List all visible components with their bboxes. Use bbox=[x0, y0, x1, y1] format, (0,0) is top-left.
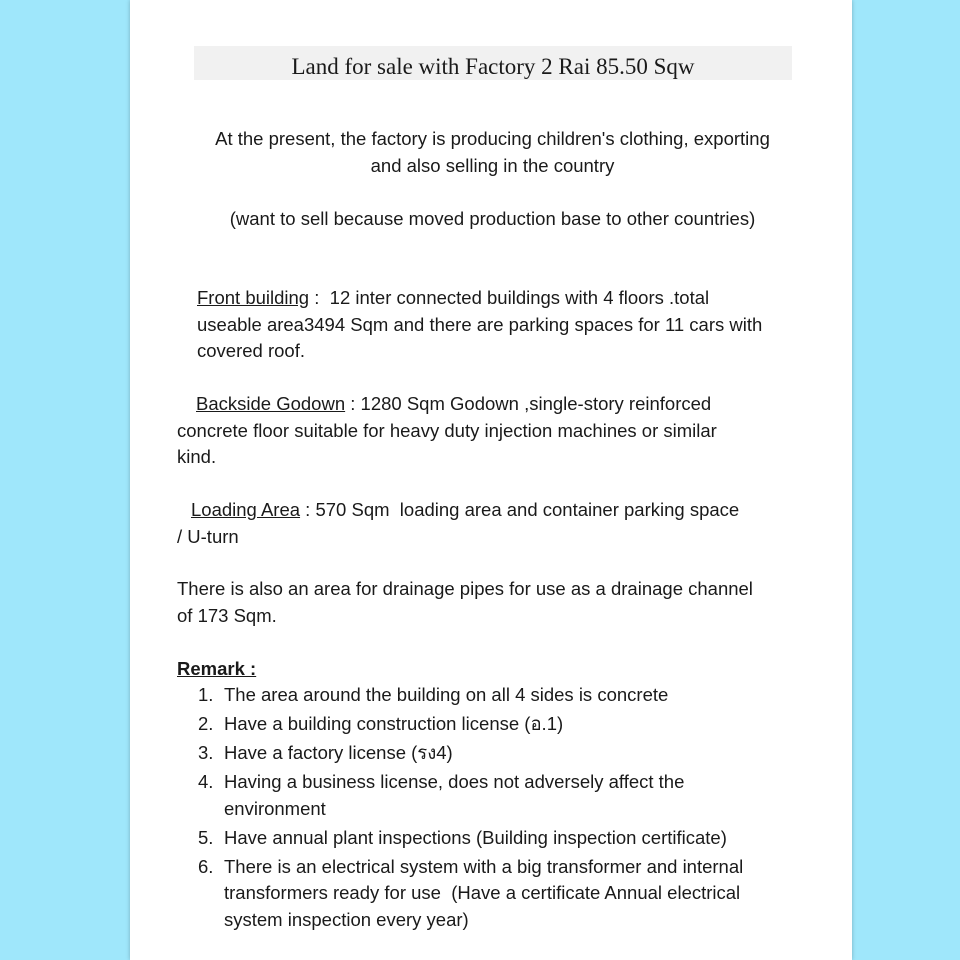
drainage-text: of 173 Sqm. bbox=[177, 604, 277, 626]
list-item-number: 1. bbox=[198, 684, 214, 705]
list-item-text: Having a business license, does not adversely affect the bbox=[224, 771, 685, 792]
remark-heading: Remark : bbox=[177, 658, 257, 679]
front-building-paragraph bbox=[197, 285, 817, 365]
list-item bbox=[198, 825, 798, 852]
list-item-text: environment bbox=[224, 797, 326, 819]
list-item-number: 2. bbox=[198, 713, 214, 734]
list-item bbox=[198, 740, 798, 767]
list-item-text: Have a factory license (รง4) bbox=[224, 742, 453, 763]
list-item bbox=[198, 854, 798, 934]
list-item-text: Have a building construction license (อ.1) bbox=[224, 713, 564, 734]
list-item-number: 6. bbox=[198, 855, 214, 877]
list-item-text: There is an electrical system with a big transformer and internal bbox=[224, 855, 744, 877]
list-item bbox=[198, 711, 798, 738]
list-item bbox=[198, 769, 798, 822]
intro-line: At the present, the factory is producing children's clothing, exporting bbox=[215, 128, 770, 149]
loading-area-text: / U-turn bbox=[177, 525, 239, 547]
front-building-text: useable area3494 Sqm and there are parking spaces for 11 cars with bbox=[197, 313, 763, 335]
front-building-text: covered roof. bbox=[197, 340, 305, 361]
backside-godown-paragraph bbox=[177, 391, 817, 471]
drainage-paragraph bbox=[177, 576, 817, 629]
backside-godown-text: kind. bbox=[177, 446, 217, 467]
list-item-text: Have annual plant inspections (Building inspection certificate) bbox=[224, 826, 727, 848]
intro-line: and also selling in the country bbox=[370, 154, 615, 176]
sale-reason-note: (want to sell because moved production base to other countries) bbox=[229, 208, 756, 229]
list-item-number: 5. bbox=[198, 826, 214, 848]
drainage-text: There is also an area for drainage pipes for use as a drainage channel bbox=[177, 578, 753, 599]
front-building-text: 12 inter connected buildings with 4 floors .total bbox=[329, 287, 710, 308]
list-item-text: The area around the building on all 4 sides is concrete bbox=[224, 684, 669, 705]
list-item-number: 3. bbox=[198, 742, 214, 763]
list-item-text: transformers ready for use (Have a certificate Annual electrical bbox=[224, 882, 741, 903]
remark-list bbox=[198, 682, 798, 936]
backside-godown-text: 1280 Sqm Godown ,single-story reinforced bbox=[360, 393, 712, 414]
backside-godown-label: Backside Godown bbox=[196, 393, 346, 414]
separator: : bbox=[309, 287, 330, 308]
separator: : bbox=[300, 499, 316, 520]
front-building-label: Front building bbox=[197, 287, 310, 308]
list-item bbox=[198, 682, 798, 709]
intro-paragraph bbox=[170, 126, 815, 179]
list-item-number: 4. bbox=[198, 771, 214, 792]
loading-area-text: 570 Sqm loading area and container parking space bbox=[315, 499, 740, 520]
loading-area-paragraph bbox=[177, 497, 817, 550]
list-item-text: system inspection every year) bbox=[224, 908, 469, 930]
loading-area-label: Loading Area bbox=[191, 499, 301, 520]
separator: : bbox=[345, 393, 361, 414]
page-title: Land for sale with Factory 2 Rai 85.50 Sqw bbox=[291, 54, 695, 79]
document-page bbox=[130, 0, 852, 960]
backside-godown-text: concrete floor suitable for heavy duty injection machines or similar bbox=[177, 419, 717, 441]
